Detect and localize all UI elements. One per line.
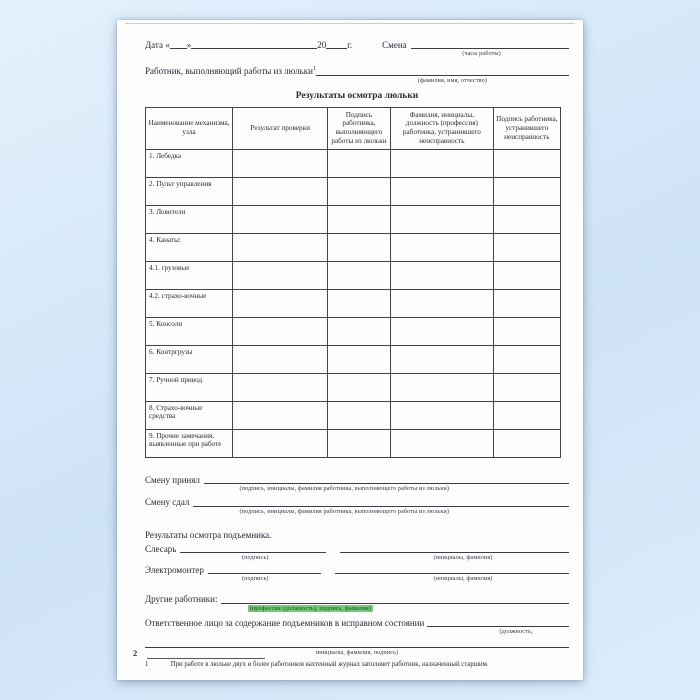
empty-cell [233, 177, 328, 205]
empty-cell [494, 345, 560, 373]
empty-cell [390, 317, 494, 345]
footnote-rule [147, 658, 265, 659]
year-prefix: 20 [317, 40, 327, 50]
document-page [117, 20, 583, 680]
worker-footnote-mark: 1 [312, 66, 316, 73]
row-label: 5. Консоли [146, 317, 233, 345]
row-label: 3. Ловители [146, 205, 233, 233]
empty-cell [390, 289, 494, 317]
mechanic-label: Слесарь [145, 543, 177, 554]
empty-cell [233, 205, 328, 233]
empty-cell [233, 289, 328, 317]
table-row [146, 261, 561, 289]
electrician-signature-blank [208, 571, 321, 574]
empty-cell [390, 373, 494, 401]
empty-cell [328, 373, 390, 401]
empty-cell [233, 429, 328, 457]
table-title: Результаты осмотра люльки [295, 90, 419, 101]
shift-caption: (часы работы) [462, 50, 501, 58]
shift-accepted-caption: (подпись, инициалы, фамилия работника, выполняющего работы из люльки) [239, 485, 450, 493]
row-label: 2. Пульт управления [146, 177, 233, 205]
date-day-blank [170, 46, 187, 49]
footnote-block [145, 658, 569, 669]
shift-handed-label: Смену сдал [145, 497, 190, 508]
empty-cell [233, 233, 328, 261]
row-label: 4.1. грузовые [146, 261, 233, 289]
empty-cell [233, 149, 328, 177]
responsible-caption-name: инициалы, фамилия, подпись) [315, 648, 399, 656]
page-number: 2 [133, 648, 138, 658]
empty-cell [494, 149, 560, 177]
table-header-row [146, 107, 561, 149]
row-label: 7. Ручной привод [146, 373, 233, 401]
worker-line [145, 66, 569, 84]
year-blank [326, 46, 347, 49]
empty-cell [328, 149, 390, 177]
empty-cell [328, 261, 390, 289]
table-row [146, 149, 561, 177]
table-row [146, 289, 561, 317]
column-header-result: Результат проверки [233, 107, 328, 149]
worker-blank [316, 73, 569, 76]
electrician-line [145, 564, 569, 583]
table-row [146, 429, 561, 457]
footnote-text-line [145, 661, 569, 669]
other-workers-line [145, 594, 569, 612]
date-close-quote: » [186, 40, 192, 50]
empty-cell [328, 289, 390, 317]
responsible-continuation-line [145, 645, 569, 656]
empty-cell [233, 373, 328, 401]
empty-cell [328, 429, 390, 457]
responsible-label: Ответственное лицо за содержание подъемников в исправном состоянии [145, 617, 425, 628]
empty-cell [328, 205, 390, 233]
date-shift-line [145, 40, 569, 58]
empty-cell [390, 149, 494, 177]
mechanic-signature-caption: (подпись) [241, 553, 269, 561]
table-row [146, 177, 561, 205]
electrician-signature-caption: (подпись) [241, 575, 269, 583]
column-header-mechanism: Наименование механизма, узла [146, 107, 233, 149]
empty-cell [328, 177, 390, 205]
empty-cell [494, 205, 560, 233]
empty-cell [494, 373, 560, 401]
electrician-name-blank [335, 571, 569, 574]
empty-cell [390, 401, 494, 429]
empty-cell [494, 261, 560, 289]
footnote-mark: 1 [145, 660, 149, 668]
shift-accepted-line [145, 474, 569, 493]
shift-accepted-blank [204, 481, 569, 484]
electrician-label: Электромонтер [145, 564, 204, 575]
shift-handed-caption: (подпись, инициалы, фамилия работника, выполняющего работы из люльки) [239, 507, 450, 515]
shift-handed-line [145, 497, 569, 515]
date-label: Дата « [145, 40, 170, 50]
shift-label: Смена [382, 40, 407, 50]
empty-cell [494, 401, 560, 429]
column-header-fixer-name: Фамилия, инициалы, должность (профессия) работника, устранившего неисправность [390, 107, 494, 149]
electrician-initials-caption: (инициалы, фамилия) [433, 575, 493, 583]
worker-label: Работник, выполняющий работы из люльки$^1$ [145, 66, 316, 77]
empty-cell [233, 401, 328, 429]
empty-cell [390, 177, 494, 205]
year-suffix: г. [347, 40, 353, 50]
row-label: 1. Лебедка [146, 149, 233, 177]
lift-inspection-title: Результаты осмотра подъемника. [145, 529, 272, 540]
worker-caption: (фамилия, имя, отчество) [417, 76, 487, 84]
shift-accepted-label: Смену принял [145, 474, 200, 485]
empty-cell [233, 345, 328, 373]
empty-cell [494, 177, 560, 205]
inspection-table-tbody [146, 149, 561, 457]
page-content [133, 20, 569, 680]
mechanic-line [145, 543, 569, 561]
row-label: 8. Страхо-вочные средства [146, 401, 233, 429]
other-workers-label: Другие работники: [145, 594, 218, 605]
empty-cell [390, 429, 494, 457]
empty-cell [390, 345, 494, 373]
empty-cell [494, 317, 560, 345]
responsible-line [145, 617, 569, 635]
footnote-text: При работе в люльке двух и более работников вахтенный журнал заполняет работник, назначенный старшим. [170, 660, 489, 668]
date-month-blank [191, 46, 317, 49]
table-row [146, 401, 561, 429]
other-workers-blank [221, 601, 569, 604]
responsible-blank [427, 624, 569, 627]
empty-cell [233, 261, 328, 289]
mechanic-signature-blank [180, 550, 326, 553]
column-header-worker-signature: Подпись работника, выполняющего работы из люльки [328, 107, 390, 149]
table-row [146, 373, 561, 401]
empty-cell [390, 233, 494, 261]
row-label: 6. Контргрузы [146, 345, 233, 373]
empty-cell [494, 429, 560, 457]
empty-cell [390, 205, 494, 233]
responsible-continuation-blank [145, 645, 569, 648]
mechanic-initials-caption: (инициалы, фамилия) [433, 553, 493, 561]
table-row [146, 205, 561, 233]
mechanic-name-blank [340, 550, 569, 553]
table-row [146, 345, 561, 373]
empty-cell [233, 317, 328, 345]
shift-blank [411, 46, 569, 49]
column-header-fixer-signature: Подпись работника, устранившего неисправность [494, 107, 560, 149]
empty-cell [494, 289, 560, 317]
empty-cell [328, 233, 390, 261]
row-label: 4.2. страхо-вочные [146, 289, 233, 317]
shift-handed-blank [193, 504, 569, 507]
table-row [146, 317, 561, 345]
row-label: 4. Канаты: [146, 233, 233, 261]
responsible-caption-position: (должность, [499, 627, 533, 635]
inspection-table [145, 107, 561, 458]
empty-cell [328, 345, 390, 373]
empty-cell [390, 261, 494, 289]
empty-cell [328, 317, 390, 345]
table-row [146, 233, 561, 261]
empty-cell [494, 233, 560, 261]
empty-cell [328, 401, 390, 429]
other-workers-caption: (профессия (должность), подпись, фамилия) [249, 604, 371, 612]
row-label: 9. Прочие замечания, выявленные при работе [146, 429, 233, 457]
